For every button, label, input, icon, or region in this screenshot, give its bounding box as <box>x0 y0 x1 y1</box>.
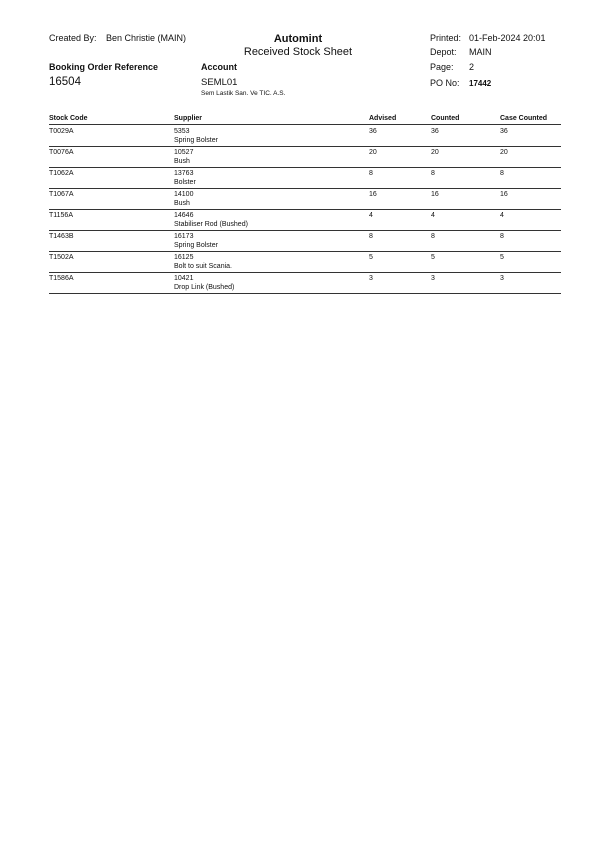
supplier-code-cell: 14646 <box>174 212 194 219</box>
advised-cell: 8 <box>369 233 373 240</box>
advised-cell: 36 <box>369 128 377 135</box>
table-row <box>49 230 561 252</box>
stock-code-cell: T1502A <box>49 254 74 261</box>
stock-code-cell: T0076A <box>49 149 74 156</box>
table-row <box>49 146 561 168</box>
description-cell: Stabiliser Rod (Bushed) <box>174 221 248 228</box>
case-counted-cell: 8 <box>500 233 504 240</box>
created-by-label: Created By: <box>49 33 97 43</box>
page-label: Page: <box>430 62 454 72</box>
case-counted-cell: 3 <box>500 275 504 282</box>
col-header-advised: Advised <box>369 115 397 122</box>
description-cell: Bush <box>174 158 190 165</box>
counted-cell: 5 <box>431 254 435 261</box>
advised-cell: 3 <box>369 275 373 282</box>
col-header-case-counted: Case Counted <box>500 115 548 122</box>
table-row <box>49 209 561 231</box>
supplier-code-cell: 16125 <box>174 254 194 261</box>
case-counted-cell: 36 <box>500 128 508 135</box>
stock-code-cell: T1062A <box>49 170 74 177</box>
col-header-stock-code: Stock Code <box>49 115 88 122</box>
account-code: SEML01 <box>201 77 238 88</box>
booking-ref-label: Booking Order Reference <box>49 62 159 72</box>
depot-label: Depot: <box>430 47 457 57</box>
po-number: 17442 <box>469 79 492 88</box>
counted-cell: 4 <box>431 212 435 219</box>
counted-cell: 8 <box>431 233 435 240</box>
col-header-counted: Counted <box>431 115 460 122</box>
created-by-value: Ben Christie (MAIN) <box>106 33 187 43</box>
supplier-code-cell: 16173 <box>174 233 194 240</box>
advised-cell: 16 <box>369 191 377 198</box>
printed-label: Printed: <box>430 33 462 43</box>
description-cell: Spring Bolster <box>174 242 218 249</box>
stock-code-cell: T0029A <box>49 128 74 135</box>
description-cell: Bush <box>174 200 190 207</box>
stock-code-cell: T1067A <box>49 191 74 198</box>
advised-cell: 20 <box>369 149 377 156</box>
supplier-code-cell: 10527 <box>174 149 194 156</box>
advised-cell: 4 <box>369 212 373 219</box>
table-row <box>49 272 561 294</box>
printed-value: 01-Feb-2024 20:01 <box>469 33 546 43</box>
description-cell: Drop Link (Bushed) <box>174 284 235 291</box>
counted-cell: 8 <box>431 170 435 177</box>
case-counted-cell: 20 <box>500 149 508 156</box>
supplier-code-cell: 13763 <box>174 170 194 177</box>
description-cell: Bolster <box>174 179 196 186</box>
table-row <box>49 188 561 210</box>
advised-cell: 8 <box>369 170 373 177</box>
stock-code-cell: T1463B <box>49 233 74 240</box>
supplier-code-cell: 5353 <box>174 128 190 135</box>
case-counted-cell: 16 <box>500 191 508 198</box>
description-cell: Spring Bolster <box>174 137 218 144</box>
counted-cell: 36 <box>431 128 439 135</box>
booking-ref-value: 16504 <box>49 76 81 88</box>
counted-cell: 20 <box>431 149 439 156</box>
supplier-code-cell: 10421 <box>174 275 194 282</box>
description-cell: Bolt to suit Scania. <box>174 263 232 270</box>
table-row <box>49 251 561 273</box>
counted-cell: 3 <box>431 275 435 282</box>
sheet-title: Received Stock Sheet <box>243 46 353 58</box>
col-header-supplier: Supplier <box>174 115 203 122</box>
account-label: Account <box>201 62 237 72</box>
page-number: 2 <box>469 62 475 72</box>
company-name: Automint <box>273 33 323 45</box>
depot-value: MAIN <box>469 47 492 57</box>
case-counted-cell: 8 <box>500 170 504 177</box>
po-label: PO No: <box>430 78 460 88</box>
table-row <box>49 125 561 147</box>
advised-cell: 5 <box>369 254 373 261</box>
case-counted-cell: 4 <box>500 212 504 219</box>
counted-cell: 16 <box>431 191 439 198</box>
table-row <box>49 167 561 189</box>
stock-code-cell: T1586A <box>49 275 74 282</box>
case-counted-cell: 5 <box>500 254 504 261</box>
account-name: Sem Lastik San. Ve TIC. A.S. <box>201 90 286 97</box>
stock-code-cell: T1156A <box>49 212 73 219</box>
supplier-code-cell: 14100 <box>174 191 194 198</box>
